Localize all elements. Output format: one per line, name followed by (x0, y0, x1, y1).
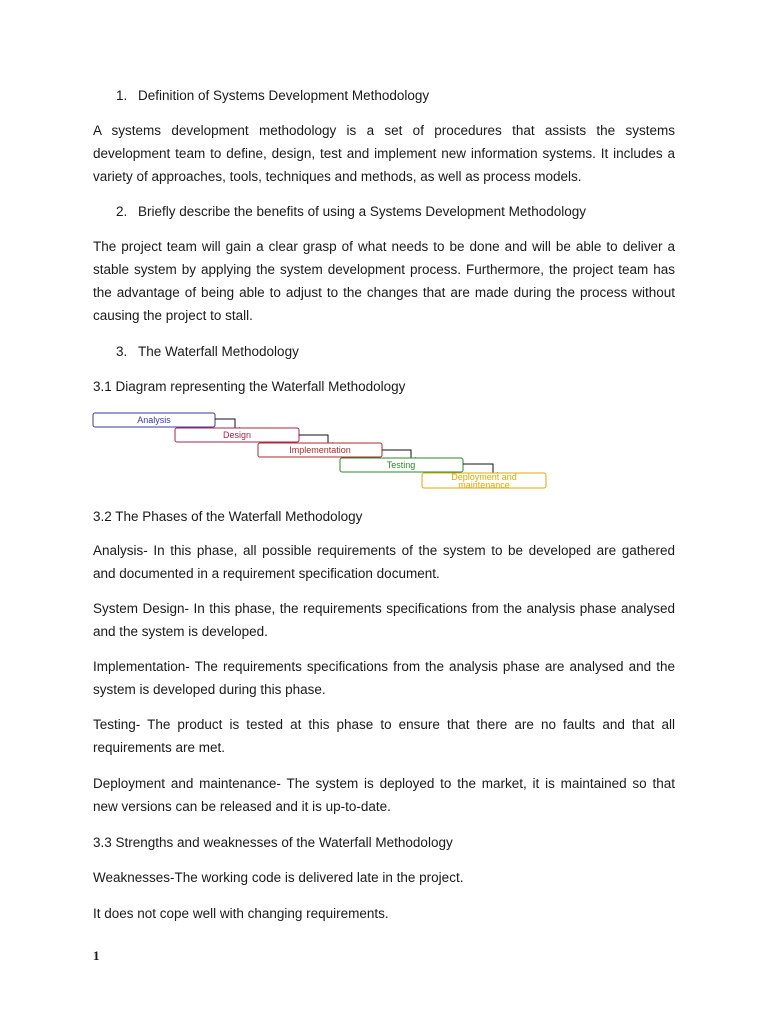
heading-text: Briefly describe the benefits of using a Systems Development Methodology (138, 204, 586, 219)
waterfall-diagram (90, 408, 554, 492)
phase-box-testing (340, 458, 463, 472)
paragraph-testing: Testing- The product is tested at this phase to ensure that there are no faults and that all requirements are met. (93, 717, 675, 755)
heading-text: The Waterfall Methodology (138, 344, 299, 359)
heading-number: 2. (116, 204, 128, 219)
heading-1 (116, 88, 429, 103)
subheading-3-2: 3.2 The Phases of the Waterfall Methodology (93, 509, 363, 524)
phase-box-analysis (93, 413, 215, 427)
paragraph-implementation: Implementation- The requirements specifications from the analysis phase are analysed and the system is developed during this phase. (93, 659, 675, 697)
paragraph-deployment: Deployment and maintenance- The system is deployed to the market, it is maintained so that new versions can be released and it is up-to-date. (93, 776, 675, 814)
phase-box-implementation (258, 443, 382, 457)
phase-label-analysis: Analysis (137, 415, 171, 425)
paragraph-definition: A systems development methodology is a set of procedures that assists the systems development team to define, design, test and implement new information systems. It includes a variety of approaches, tools, techniques and methods, as well as process models. (93, 123, 675, 184)
phase-label-deployment-line2: maintenance (458, 480, 510, 490)
weakness-1: Weaknesses-The working code is delivered late in the project. (93, 870, 464, 885)
phase-label-implementation: Implementation (289, 445, 351, 455)
heading-3 (116, 344, 299, 359)
phase-label-design: Design (222, 430, 252, 440)
subheading-3-1: 3.1 Diagram representing the Waterfall Methodology (93, 379, 406, 394)
heading-2 (116, 204, 586, 219)
paragraph-analysis: Analysis- In this phase, all possible requirements of the system to be developed are gathered and documented in a requirement specification document. (93, 543, 675, 581)
paragraph-design: System Design- In this phase, the requirements specifications from the analysis phase analysed and the system is developed. (93, 601, 675, 639)
phase-box-deployment (422, 472, 546, 490)
heading-number: 1. (116, 88, 128, 103)
page-number: 1 (93, 948, 100, 963)
phase-label-deployment-line1: Deployment and (451, 472, 517, 482)
weakness-2: It does not cope well with changing requirements. (93, 906, 389, 921)
phase-label-testing: Testing (386, 460, 416, 470)
heading-text: Definition of Systems Development Methodology (138, 88, 430, 103)
heading-number: 3. (116, 344, 128, 359)
subheading-3-3: 3.3 Strengths and weaknesses of the Waterfall Methodology (93, 835, 453, 850)
paragraph-benefits: The project team will gain a clear grasp of what needs to be done and will be able to deliver a stable system by applying the system development process. Furthermore, the project team has the advantage of being able to adjust to the changes that are made during the process without causing the project to stall. (93, 239, 675, 323)
phase-box-design (175, 428, 299, 442)
